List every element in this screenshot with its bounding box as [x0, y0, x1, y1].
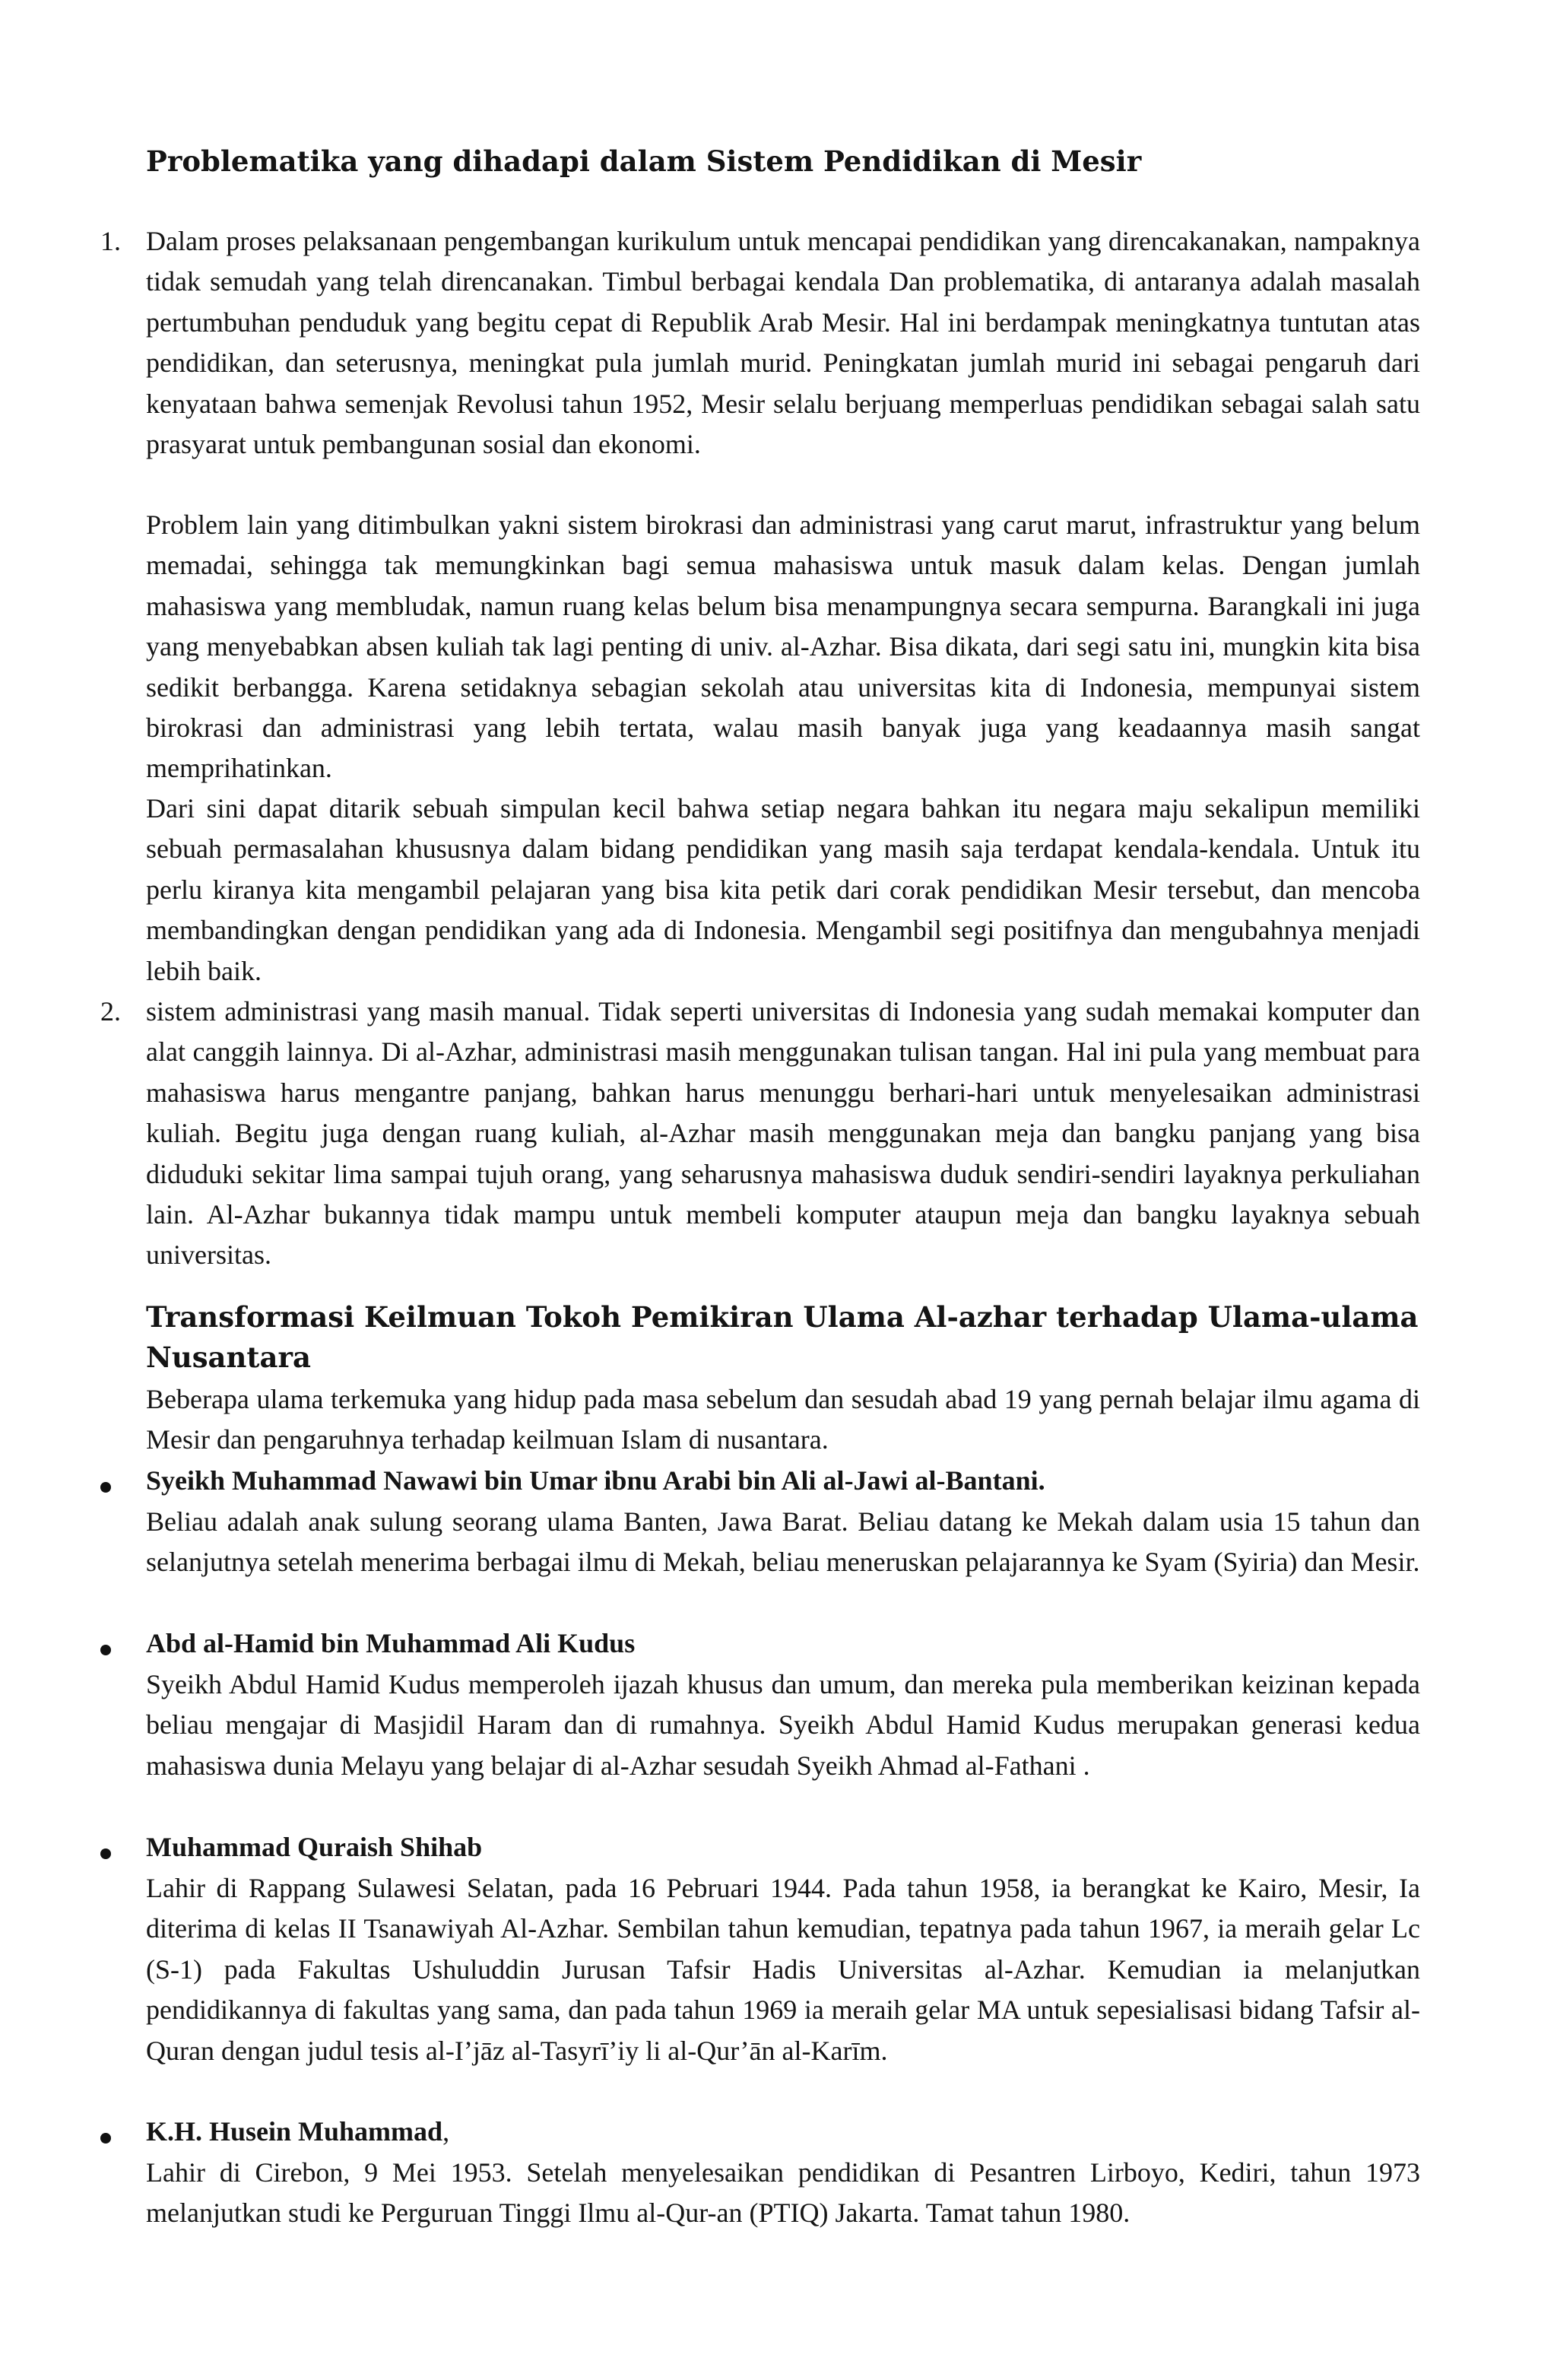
- figure-name-nawawi: Syeikh Muhammad Nawawi bin Umar ibnu Arabi bin Ali al-Jawi al-Bantani.: [146, 1465, 1045, 1496]
- figure-name-line: [146, 2112, 1420, 2152]
- figure-name-line: [146, 1623, 1420, 1664]
- figure-text-quraish-shihab: Lahir di Rappang Sulawesi Selatan, pada 16 Pebruari 1944. Pada tahun 1958, ia berangkat ke Kairo, Mesir, Ia diterima di kelas II Tsanawiyah Al-Azhar. Sembilan tahun kemudian, tepatnya pada tahun 1967, ia meraih gelar Lc (S-1) pada Fakultas Ushuluddin Jurusan Tafsir Hadis Universitas al-Azhar. Kemudian ia melanjutkan pendidikannya di fakultas yang sama, dan pada tahun 1969 ia meraih gelar MA untuk sepesialisasi bidang Tafsir al-Quran dengan judul tesis al-I’jāz al-Tasyrī’iy li al-Qur’ān al-Karīm.: [146, 1873, 1420, 2066]
- list-number: 1.: [100, 226, 121, 256]
- section-heading-problematika: Problematika yang dihadapi dalam Sistem Pendidikan di Mesir: [146, 144, 1142, 178]
- figure-name-suffix: ,: [442, 2116, 450, 2147]
- figure-text-nawawi: Beliau adalah anak sulung seorang ulama Banten, Jawa Barat. Beliau datang ke Mekah dalam usia 15 tahun dan selanjutnya setelah menerima berbagai ilmu di Mekah, beliau meneruskan pelajarannya ke Syam (Syiria) dan Mesir.: [146, 1506, 1420, 1578]
- section-heading-transformasi: Transformasi Keilmuan Tokoh Pemikiran Ulama Al-azhar terhadap Ulama-ulama Nusantara: [146, 1300, 1419, 1374]
- section-intro: Beberapa ulama terkemuka yang hidup pada masa sebelum dan sesudah abad 19 yang pernah belajar ilmu agama di Mesir dan pengaruhnya terhadap keilmuan Islam di nusantara.: [146, 1384, 1420, 1455]
- bullet-icon: [100, 1848, 111, 1859]
- bullet-icon: [100, 1482, 111, 1493]
- bullet-icon: [100, 2133, 111, 2144]
- list-item-1-paragraph-2: Problem lain yang ditimbulkan yakni sistem birokrasi dan administrasi yang carut marut, infrastruktur yang belum memadai, sehingga tak memungkinkan bagi semua mahasiswa untuk masuk dalam kelas. Dengan jumlah mahasiswa yang membludak, namun ruang kelas belum bisa menampungnya secara sempurna. Barangkali ini juga yang menyebabkan absen kuliah tak lagi penting di univ. al-Azhar. Bisa dikata, dari segi satu ini, mungkin kita bisa sedikit berbangga. Karena setidaknya sebagian sekolah atau universitas kita di Indonesia, mempunyai sistem birokrasi dan administrasi yang lebih tertata, walau masih banyak juga yang keadaannya masih sangat memprihatinkan.: [146, 509, 1420, 784]
- figure-name-quraish-shihab: Muhammad Quraish Shihab: [146, 1832, 483, 1862]
- list-item-1-paragraph-3: Dari sini dapat ditarik sebuah simpulan kecil bahwa setiap negara bahkan itu negara maju sekalipun memiliki sebuah permasalahan khususnya dalam bidang pendidikan yang masih saja terdapat kendala-kendala. Untuk itu perlu kiranya kita mengambil pelajaran yang bisa kita petik dari corak pendidikan Mesir tersebut, dan mencoba membandingkan dengan pendidikan yang ada di Indonesia. Mengambil segi positifnya dan mengubahnya menjadi lebih baik.: [146, 793, 1420, 986]
- figure-name-husein-muhammad: K.H. Husein Muhammad: [146, 2116, 443, 2147]
- figure-name-line: [146, 1827, 1420, 1868]
- bullet-icon: [100, 1645, 111, 1655]
- list-item-2-paragraph-1: sistem administrasi yang masih manual. Tidak seperti universitas di Indonesia yang sudah memakai komputer dan alat canggih lainnya. Di al-Azhar, administrasi masih menggunakan tulisan tangan. Hal ini pula yang membuat para mahasiswa harus mengantre panjang, bahkan harus menunggu berhari-hari untuk menyelesaikan administrasi kuliah. Begitu juga dengan ruang kuliah, al-Azhar masih menggunakan meja dan bangku panjang yang bisa diduduki sekitar lima sampai tujuh orang, yang seharusnya mahasiswa duduk sendiri-sendiri layaknya perkuliahan lain. Al-Azhar bukannya tidak mampu untuk membeli komputer ataupun meja dan bangku layaknya sebuah universitas.: [146, 996, 1420, 1271]
- list-number: 2.: [100, 996, 121, 1027]
- figure-text-husein-muhammad: Lahir di Cirebon, 9 Mei 1953. Setelah menyelesaikan pendidikan di Pesantren Lirboyo, Kediri, tahun 1973 melanjutkan studi ke Perguruan Tinggi Ilmu al-Qur-an (PTIQ) Jakarta. Tamat tahun 1980.: [146, 2157, 1420, 2229]
- figure-text-abd-al-hamid: Syeikh Abdul Hamid Kudus memperoleh ijazah khusus dan umum, dan mereka pula memberikan keizinan kepada beliau mengajar di Masjidil Haram dan di rumahnya. Syeikh Abdul Hamid Kudus merupakan generasi kedua mahasiswa dunia Melayu yang belajar di al-Azhar sesudah Syeikh Ahmad al-Fathani .: [146, 1669, 1420, 1781]
- figure-name-abd-al-hamid: Abd al-Hamid bin Muhammad Ali Kudus: [146, 1628, 636, 1658]
- list-item-1-paragraph-1: Dalam proses pelaksanaan pengembangan kurikulum untuk mencapai pendidikan yang direncakanakan, nampaknya tidak semudah yang telah direncanakan. Timbul berbagai kendala Dan problematika, di antaranya adalah masalah pertumbuhan penduduk yang begitu cepat di Republik Arab Mesir. Hal ini berdampak meningkatnya tuntutan atas pendidikan, dan seterusnya, meningkat pula jumlah murid. Peningkatan jumlah murid ini sebagai pengaruh dari kenyataan bahwa semenjak Revolusi tahun 1952, Mesir selalu berjuang memperluas pendidikan sebagai salah satu prasyarat untuk pembangunan sosial dan ekonomi.: [146, 226, 1420, 460]
